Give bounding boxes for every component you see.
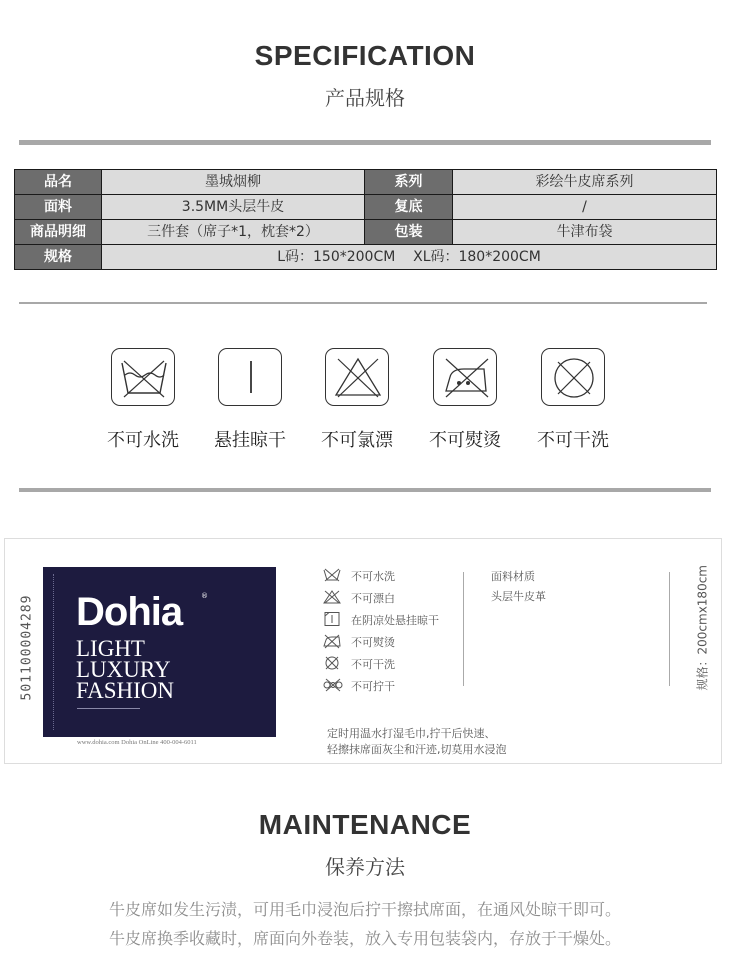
lower-divider bbox=[19, 488, 711, 492]
no-bleach-icon bbox=[325, 348, 389, 406]
care-label: 悬挂晾干 bbox=[214, 430, 286, 451]
no-bleach-icon bbox=[322, 589, 342, 605]
care-label: 不可水洗 bbox=[107, 430, 179, 451]
top-divider bbox=[19, 140, 711, 145]
cell-key: 复底 bbox=[365, 195, 453, 220]
cell-value: / bbox=[453, 195, 717, 220]
shade-hang-dry-icon bbox=[322, 611, 342, 627]
table-row bbox=[15, 245, 717, 270]
no-dry-clean-icon bbox=[322, 655, 342, 671]
tag-note: 轻擦抹席面灰尘和汗迹,切莫用水浸泡 bbox=[327, 743, 507, 756]
tagline-underline bbox=[77, 708, 140, 709]
tag-spec-vertical: 规格：200cmx180cm bbox=[695, 565, 710, 691]
cell-key: 品名 bbox=[15, 170, 102, 195]
care-label: 不可干洗 bbox=[537, 430, 609, 451]
tagline-line: FASHION bbox=[76, 678, 174, 703]
table-row bbox=[15, 220, 717, 245]
sku-number: 501100004289 bbox=[19, 594, 35, 701]
spec-title-en: SPECIFICATION bbox=[254, 40, 476, 71]
cell-key: 商品明细 bbox=[15, 220, 102, 245]
cell-value: 墨城烟柳 bbox=[102, 170, 365, 195]
tag-note: 定时用温水打湿毛巾,拧干后快速、 bbox=[327, 727, 496, 740]
tagline-line: LIGHT bbox=[76, 636, 145, 661]
maintenance-title-en: MAINTENANCE bbox=[258, 809, 472, 840]
cell-value: 牛津布袋 bbox=[453, 220, 717, 245]
brand-logo: Dohia bbox=[76, 590, 183, 634]
registered-mark: ® bbox=[201, 592, 208, 600]
table-row bbox=[15, 170, 717, 195]
cell-size-value: L码：150*200CM XL码：180*200CM bbox=[102, 245, 717, 270]
no-wring-icon bbox=[322, 677, 344, 693]
hang-dry-icon bbox=[218, 348, 282, 406]
tag-divider bbox=[463, 572, 464, 686]
cell-value: 3.5MM头层牛皮 bbox=[102, 195, 365, 220]
no-iron-icon bbox=[433, 348, 497, 406]
brand-footer: www.dohia.com Dohia OnLine 400-004-6011 bbox=[77, 739, 197, 746]
spec-title-cn: 产品规格 bbox=[325, 86, 405, 110]
care-label: 不可氯漂 bbox=[321, 430, 393, 451]
cell-value: 彩绘牛皮席系列 bbox=[453, 170, 717, 195]
logo-dotted-line bbox=[53, 574, 55, 730]
cell-key: 规格 bbox=[15, 245, 102, 270]
maintenance-line: 牛皮席换季收藏时，席面向外卷装，放入专用包装袋内，存放于干燥处。 bbox=[108, 929, 621, 948]
material-label: 面料材质 bbox=[491, 570, 535, 583]
no-wash-icon bbox=[322, 567, 342, 583]
table-row bbox=[15, 195, 717, 220]
cell-key: 面料 bbox=[15, 195, 102, 220]
no-dry-clean-icon bbox=[541, 348, 605, 406]
cell-key: 包装 bbox=[365, 220, 453, 245]
no-iron-icon bbox=[322, 633, 342, 649]
maintenance-line: 牛皮席如发生污渍，可用毛巾浸泡后拧干擦拭席面，在通风处晾干即可。 bbox=[108, 900, 621, 919]
spec-table bbox=[14, 169, 717, 270]
cell-key: 系列 bbox=[365, 170, 453, 195]
material-value: 头层牛皮革 bbox=[491, 590, 546, 603]
maintenance-title-cn: 保养方法 bbox=[325, 855, 405, 879]
mid-divider bbox=[19, 302, 707, 304]
tag-divider bbox=[669, 572, 670, 686]
cell-value: 三件套（席子*1，枕套*2） bbox=[102, 220, 365, 245]
no-wash-icon bbox=[111, 348, 175, 406]
tagline-line: LUXURY bbox=[76, 657, 171, 682]
care-label: 不可熨烫 bbox=[429, 430, 501, 451]
